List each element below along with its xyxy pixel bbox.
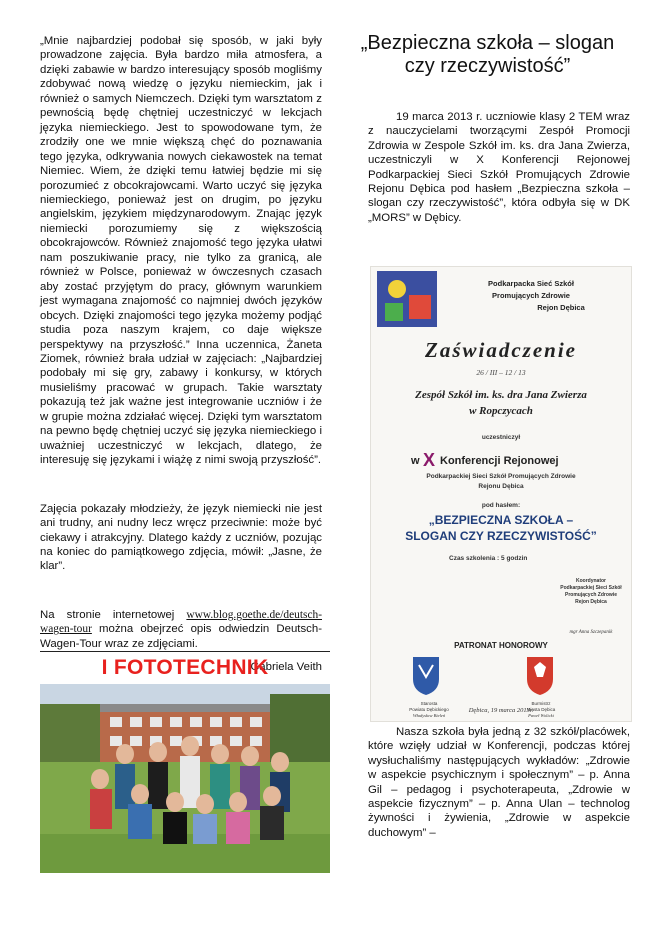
cert-right-sig-2: Miasta Dębica — [526, 707, 556, 712]
author-signature: Gabriela Veith — [250, 661, 322, 674]
article-title: „Bezpieczna szkoła – slogan czy rzeczywistość” — [360, 32, 615, 77]
summary-paragraph: Zajęcia pokazały młodzieży, że język niemiecki nie jest ani trudny, ani nudny lecz wręcz przeciwnie: może być ciekawy i atrakcyjny. Dlatego każdy z uczniów, pozując na koniec do pamiątkowego zdjęcia, mówił: „Jasne, że klar”. — [40, 502, 322, 573]
left-column — [40, 0, 322, 673]
link-paragraph — [40, 574, 322, 651]
cert-right-sig-3: Paweł Wolicki — [528, 713, 554, 718]
cert-conf-x: X — [423, 450, 436, 470]
article-paragraph-1: 19 marca 2013 r. uczniowie klasy 2 TEM wraz z nauczycielami tworzącymi Zespół Promocji Zdrowia w Zespole Szkół im. ks. dra Jana Zwierza, uczestniczyli w X Konferencji Rejonowej Podkarpackiej Sieci Szkół Promujących Zdrowie Rejonu Dębica pod hasłem „Bezpieczna szkoła – slogan czy rzeczywistość”, która odbyła się w DK „MORS” w Dębicy. — [368, 111, 630, 224]
cert-coord-1: Koordynator — [576, 578, 606, 584]
group-photo-illustration — [40, 684, 330, 873]
cert-left-sig-1: Starosta — [420, 701, 438, 706]
article-paragraph-2: Nasza szkoła była jedną z 32 szkół/placówek, które wzięły udział w Konferencji, podczas której wysłuchaliśmy następujących wykładów: „Zdrowie w aspekcie psychicznym i społecznym” – p. Anna Gil – pedagog i psychoterapeuta, „Zdrowie w aspekcie fizycznym” – p. Anna Ulan – technolog żywności i żywienia, „Zdrowie w aspekcie duchowym” – — [368, 726, 630, 839]
cert-header-1: Podkarpacka Sieć Szkół — [488, 279, 574, 288]
cert-participated: uczestniczył — [481, 434, 521, 441]
cert-motto-1: „BEZPIECZNA SZKOŁA – — [428, 513, 574, 527]
coat-of-arms-left — [413, 657, 439, 695]
cert-conf-sub1: Podkarpackiej Sieci Szkół Promujących Zdrowie — [426, 473, 576, 480]
cert-conf-prefix: w — [411, 455, 420, 467]
cert-coord-name: mgr Anna Szczepanik — [569, 630, 613, 635]
cert-left-sig-2: Powiatu Dębickiego — [409, 707, 449, 712]
cert-conf-name: Konferencji Rejonowej — [440, 455, 559, 467]
link-intro: Na stronie internetowej — [40, 608, 175, 621]
link-outro: można obejrzeć opis odwiedzin Deutsch-Wagen-Tour wraz ze zdjęciami. — [40, 623, 322, 650]
cert-right-sig-1: Burmistrz — [531, 701, 551, 706]
article-intro — [368, 110, 630, 225]
cert-school-1: Zespół Szkół im. ks. dra Jana Zwierza — [415, 389, 587, 401]
cert-coord-2: Podkarpackiej Sieci Szkół — [560, 585, 622, 591]
cert-coord-4: Rejon Dębica — [575, 599, 607, 605]
fototechnik-heading: I FOTOTECHNIK — [101, 656, 269, 679]
group-photo — [40, 684, 330, 873]
cert-date: Dębica, 19 marca 2013r. — [468, 707, 534, 714]
cert-motto-2: SLOGAN CZY RZECZYWISTOŚĆ” — [405, 529, 597, 543]
cert-header-2: Promujących Zdrowie — [492, 291, 570, 300]
cert-header-3: Rejon Dębica — [537, 303, 585, 312]
cert-duration: Czas szkolenia : 5 godzin — [449, 555, 528, 562]
testimonial-paragraph: „Mnie najbardziej podobał się sposób, w jaki były prowadzone zajęcia. Była bardzo miła atmosfera, a dzięki zabawie w bardzo interesujący sposób mogliśmy zdobywać nową wiedzę o języku niemieckim, jak i również o samych Niemczech. Dzięki tym warsztatom z pewnością będę chętniej uczestniczyć w lekcjach języka niemieckiego. Jest to spowodowane tym, że zrodziły one we mnie większą chęć do poznawania tego języka, odkrywania nowych ciekawostek na temat Niemiec. Wiem, że dzięki temu łatwiej będzie mi się porozumieć z obcokrajowcami. Warto uczyć się języka niemieckiego, ponieważ jest on drugim, po języku angielskim, językiem międzynarodowym. Znając język niemiecki porozumiemy się z większością obcokrajowców. Również znajomość tego języka ułatwi nam poszukiwanie pracy, nie tylko za granicą, ale również w Polsce, ponieważ w ówczesnych czasach aby zostać przyjętym do pracy, głównym warunkiem jest wymagana znajomość co najmniej dwóch języków obcych. Dzięki znajomości tego języka możemy podjąć studia poza naszym krajem, co daje większe perspektywy na przyszłość.” Inna uczennica, Żaneta Ziomek, również brała udział w zajęciach: „Najbardziej podobały mi się gry, zabawy i konkursy, w których musieliśmy pracować w grupach. Takie warsztaty pokazują też jak ważne jest integrowanie uczniów i że w grupie można zdziałać więcej. Dzięki tym warsztatom na pewno będę chętniej uczyć się języka niemieckiego i uważniej uczestniczyć w lekcjach, dlatego, że interesuję się językami i wiążę z nimi swoją przyszłość”. — [40, 35, 322, 467]
cert-left-sig-3: Władysław Bieleń — [412, 713, 446, 718]
article-continuation — [368, 725, 630, 840]
certificate-graphic — [371, 267, 631, 721]
cert-patronat: PATRONAT HONOROWY — [454, 641, 548, 650]
cert-number: 26 / III – 12 / 13 — [476, 368, 526, 377]
cert-coord-3: Promujących Zdrowie — [565, 592, 617, 598]
coat-of-arms-right — [527, 657, 553, 695]
cert-motto-label: pod hasłem: — [481, 502, 521, 509]
cert-school-2: w Ropczycach — [469, 405, 533, 417]
blog-link[interactable]: www.blog.goethe.de/deutsch-wagen-tour — [40, 608, 322, 636]
cert-title: Zaświadczenie — [425, 338, 577, 362]
section-divider — [40, 651, 330, 652]
cert-conf-sub2: Rejonu Dębica — [478, 483, 524, 490]
certificate-image — [370, 266, 632, 722]
